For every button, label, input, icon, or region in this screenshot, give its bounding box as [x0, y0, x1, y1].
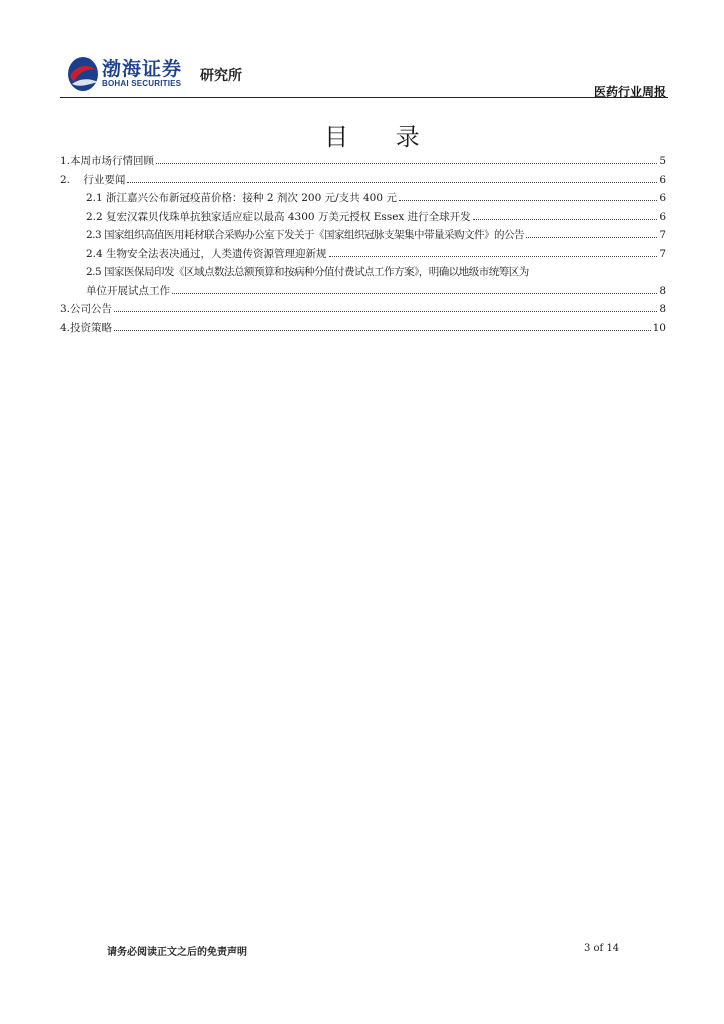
toc-entry-4[interactable]	[60, 322, 666, 335]
toc-entry-2-3[interactable]	[60, 229, 666, 242]
toc-leader-dots	[473, 219, 658, 220]
page-header	[60, 40, 668, 100]
toc-entry-label: 2. 行业要闻	[60, 173, 126, 186]
toc-entry-2-1[interactable]	[60, 192, 666, 205]
toc-entry-label: 4.投资策略	[60, 321, 113, 334]
toc-entry-2[interactable]	[60, 174, 666, 187]
toc-entry-page: 6	[659, 210, 666, 223]
toc-entry-page: 7	[659, 247, 666, 260]
toc-leader-dots	[329, 256, 658, 257]
toc-leader-dots	[127, 182, 657, 183]
toc-entry-label: 2.2 复宏汉霖贝伐珠单抗独家适应症以最高 4300 万美元授权 Essex 进行全球开发	[86, 210, 471, 223]
toc-entry-page: 6	[659, 173, 666, 186]
toc-entry-page: 8	[659, 303, 666, 315]
toc-entry-label: 2.4 生物安全法表决通过，人类遗传资源管理迎新规	[86, 247, 327, 260]
toc-entry-label: 3.公司公告	[60, 303, 113, 315]
toc-leader-dots	[399, 200, 657, 201]
bohai-logo-icon	[66, 54, 100, 94]
toc-entry-label: 2.3 国家组织高值医用耗材联合采购办公室下发关于《国家组织冠脉支架集中带量采购文件》的公告	[86, 229, 525, 241]
toc-entry-2-4[interactable]	[60, 248, 666, 261]
report-type: 医药行业周报	[593, 85, 666, 99]
toc-entry-1[interactable]	[60, 155, 666, 168]
toc-entry-label: 2.1 浙江嘉兴公布新冠疫苗价格：接种 2 剂次 200 元/支共 400 元	[86, 192, 397, 204]
toc-entry-2-5-line1[interactable]: 2.5 国家医保局印发《区域点数法总额预算和按病种分值付费试点工作方案》，明确以地级市统筹区为	[86, 266, 529, 278]
toc-leader-dots	[114, 330, 651, 331]
department-label: 研究所	[200, 68, 242, 84]
toc-leader-dots	[172, 293, 657, 294]
logo-english-name: BOHAI SECURITIES	[102, 79, 182, 88]
disclaimer-note: 请务必阅读正文之后的免责声明	[107, 947, 247, 958]
toc-leader-dots	[156, 163, 657, 164]
toc-entry-label: 单位开展试点工作	[86, 284, 170, 297]
toc-entry-label: 1.本周市场行情回顾	[60, 155, 155, 167]
toc-leader-dots	[526, 237, 657, 238]
logo-chinese-name: 渤海证券	[102, 58, 183, 80]
toc-entry-page: 5	[659, 155, 666, 167]
header-divider	[60, 97, 668, 98]
toc-entry-2-2[interactable]	[60, 211, 666, 224]
toc-entry-3[interactable]	[60, 303, 666, 316]
toc-entry-page: 10	[652, 321, 666, 334]
toc-entry-page: 8	[659, 284, 666, 297]
toc-leader-dots	[114, 311, 657, 312]
table-of-contents	[60, 155, 666, 340]
page-indicator: 3 of 14	[584, 943, 620, 954]
toc-entry-2-5[interactable]	[60, 285, 666, 298]
toc-entry-page: 6	[659, 192, 666, 204]
toc-entry-page: 7	[659, 229, 666, 241]
toc-title: 目 录	[324, 123, 440, 151]
